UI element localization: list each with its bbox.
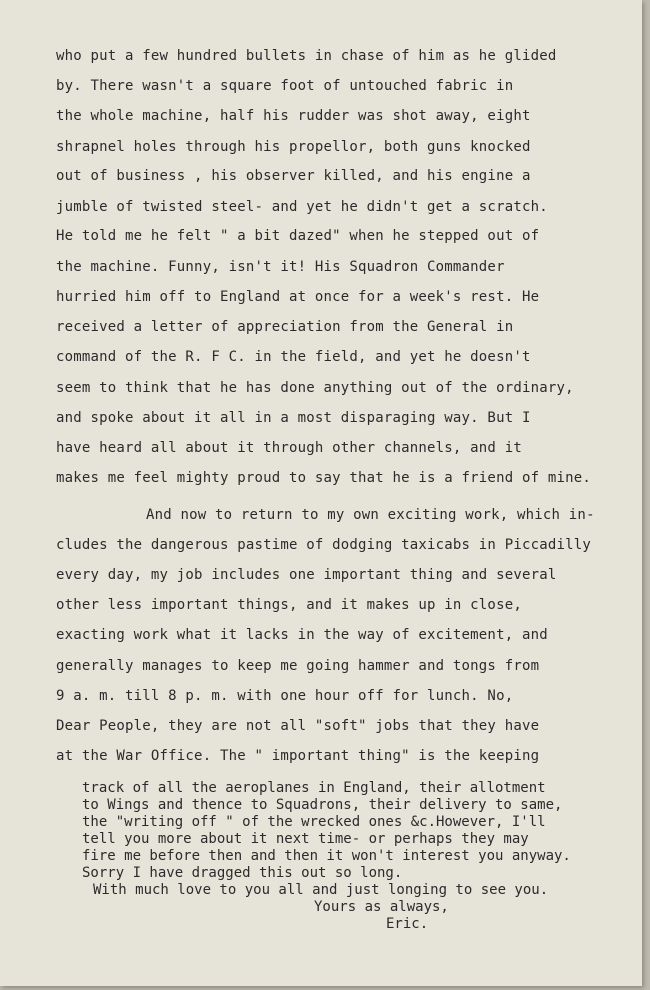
letter-line: every day, my job includes one important thing and several: [56, 567, 557, 583]
letter-line: other less important things, and it makes up in close,: [56, 597, 522, 613]
letter-line: and spoke about it all in a most disparaging way. But I: [56, 410, 531, 426]
letter-line: command of the R. F C. in the field, and yet he doesn't: [56, 349, 531, 365]
letter-line: have heard all about it through other channels, and it: [56, 440, 522, 456]
letter-line: Sorry I have dragged this out so long.: [82, 865, 403, 881]
letter-line: shrapnel holes through his propellor, both guns knocked: [56, 139, 531, 155]
letter-line: exacting work what it lacks in the way of excitement, and: [56, 627, 548, 643]
paragraph-start-line: And now to return to my own exciting work, which in-: [146, 507, 595, 523]
letter-line: who put a few hundred bullets in chase of him as he glided: [56, 48, 557, 64]
letter-line: tell you more about it next time- or perhaps they may: [82, 831, 529, 847]
letter-line: hurried him off to England at once for a week's rest. He: [56, 289, 540, 305]
letter-line: out of business , his observer killed, and his engine a: [56, 168, 531, 184]
letter-line: to Wings and thence to Squadrons, their delivery to same,: [82, 797, 563, 813]
letter-line: by. There wasn't a square foot of untouched fabric in: [56, 78, 514, 94]
letter-line: received a letter of appreciation from the General in: [56, 319, 514, 335]
letter-line: the "writing off " of the wrecked ones &c.However, I'll: [82, 814, 546, 830]
letter-line: at the War Office. The " important thing" is the keeping: [56, 748, 540, 764]
letter-line: the machine. Funny, isn't it! His Squadron Commander: [56, 259, 505, 275]
closing-line: With much love to you all and just longing to see you.: [93, 882, 549, 898]
letter-line: makes me feel mighty proud to say that he is a friend of mine.: [56, 470, 591, 486]
letter-line: Dear People, they are not all "soft" jobs that they have: [56, 718, 540, 734]
letter-line: jumble of twisted steel- and yet he didn't get a scratch.: [56, 199, 548, 215]
valediction: Yours as always,: [314, 899, 449, 915]
letter-line: seem to think that he has done anything out of the ordinary,: [56, 380, 574, 396]
letter-line: track of all the aeroplanes in England, their allotment: [82, 780, 546, 796]
letter-line: He told me he felt " a bit dazed" when he stepped out of: [56, 228, 540, 244]
letter-line: 9 a. m. till 8 p. m. with one hour off for lunch. No,: [56, 688, 514, 704]
signature: Eric.: [386, 916, 429, 932]
letter-line: cludes the dangerous pastime of dodging taxicabs in Piccadilly: [56, 537, 591, 553]
letter-line: generally manages to keep me going hammer and tongs from: [56, 658, 540, 674]
letter-line: the whole machine, half his rudder was shot away, eight: [56, 108, 531, 124]
letter-line: fire me before then and then it won't interest you anyway.: [82, 848, 571, 864]
